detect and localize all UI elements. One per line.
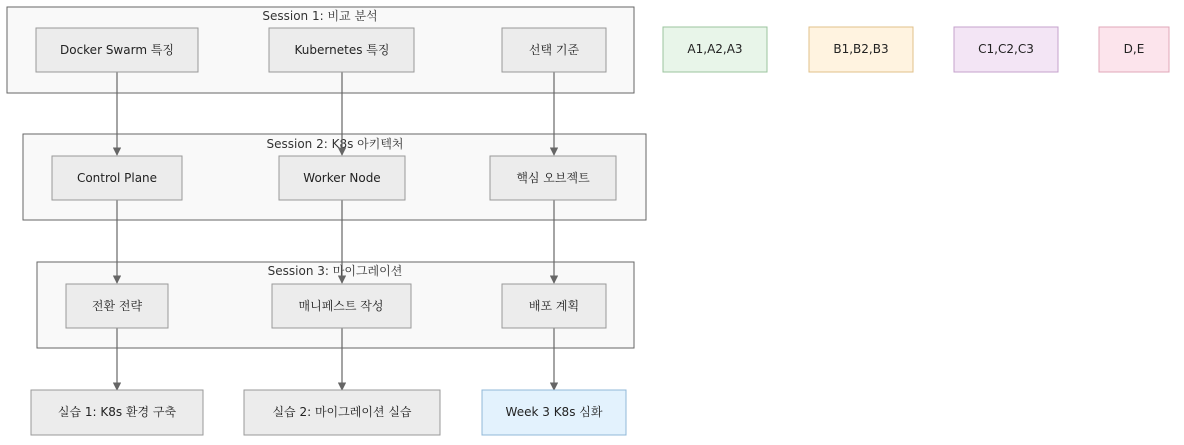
node-manifest-label: 매니페스트 작성 <box>298 299 384 313</box>
node-core-objects-label: 핵심 오브젝트 <box>516 171 590 185</box>
legend-b <box>809 27 913 72</box>
node-deploy-plan[interactable] <box>502 284 606 328</box>
session-1-title: Session 1: 비교 분석 <box>262 9 378 23</box>
node-strategy[interactable] <box>66 284 168 328</box>
node-deploy-plan-label: 배포 계획 <box>528 299 580 313</box>
legend-d <box>1099 27 1169 72</box>
session-2-title: Session 2: K8s 아키텍처 <box>266 137 404 151</box>
legend-d-label: D,E <box>1123 42 1145 56</box>
legend-c-label: C1,C2,C3 <box>978 42 1034 56</box>
node-week3-label: Week 3 K8s 심화 <box>505 405 603 419</box>
node-worker-node[interactable] <box>279 156 405 200</box>
legend-b-label: B1,B2,B3 <box>833 42 889 56</box>
node-lab2[interactable] <box>244 390 440 435</box>
node-lab1[interactable] <box>31 390 203 435</box>
legend-a <box>663 27 767 72</box>
node-manifest[interactable] <box>272 284 411 328</box>
legend-a-label: A1,A2,A3 <box>687 42 743 56</box>
node-kubernetes[interactable] <box>269 28 414 72</box>
node-worker-node-label: Worker Node <box>303 171 381 185</box>
node-control-plane-label: Control Plane <box>76 171 158 185</box>
node-strategy-label: 전환 전략 <box>91 299 143 313</box>
node-docker-swarm-label: Docker Swarm 특징 <box>59 43 175 57</box>
node-selection-label: 선택 기준 <box>528 43 580 57</box>
node-selection[interactable] <box>502 28 606 72</box>
legend-c <box>954 27 1058 72</box>
node-lab2-label: 실습 2: 마이그레이션 실습 <box>272 405 412 419</box>
session-3-title: Session 3: 마이그레이션 <box>267 264 403 278</box>
node-docker-swarm[interactable] <box>36 28 198 72</box>
node-kubernetes-label: Kubernetes 특징 <box>294 43 390 57</box>
node-lab1-label: 실습 1: K8s 환경 구축 <box>57 405 177 419</box>
node-week3[interactable] <box>482 390 626 435</box>
node-core-objects[interactable] <box>490 156 616 200</box>
node-control-plane[interactable] <box>52 156 182 200</box>
